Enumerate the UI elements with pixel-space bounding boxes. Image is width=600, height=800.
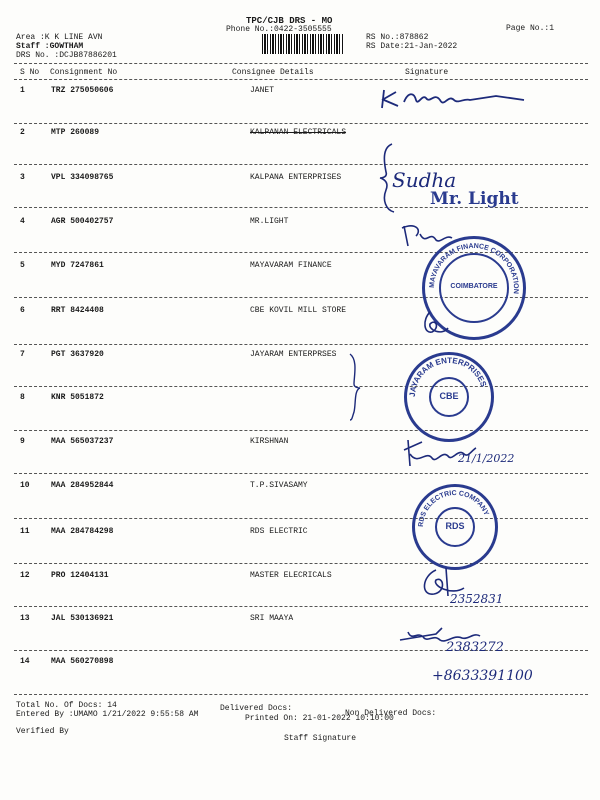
drs-number: DRS No. :DCJB87886201	[16, 51, 117, 60]
table-row	[0, 173, 600, 185]
row-consignee: MAYAVARAM FINANCE	[250, 261, 332, 270]
row-sno: 8	[20, 393, 25, 402]
row-consignment: PGT 3637920	[51, 350, 104, 359]
row-consignee: MR.LIGHT	[250, 217, 289, 226]
table-row	[0, 393, 600, 405]
column-signature: Signature	[405, 68, 449, 77]
signature-number-row14: +8633391100	[432, 668, 533, 684]
table-row	[0, 527, 600, 539]
row-sno: 7	[20, 350, 25, 359]
barcode	[262, 34, 344, 54]
footer-divider	[14, 694, 588, 695]
row-consignee: MASTER ELECRICALS	[250, 571, 332, 580]
row-consignment: MTP 260089	[51, 128, 100, 137]
row-consignee: SRI MAAYA	[250, 614, 294, 623]
row-sno: 2	[20, 128, 25, 137]
row-consignee: KIRSHNAN	[250, 437, 289, 446]
signature-row6	[420, 310, 450, 343]
signature-date-row9: 21/1/2022	[458, 452, 515, 465]
row-consignment: MAA 565037237	[51, 437, 114, 446]
mr-light-stamp: Mr. Light	[430, 189, 519, 209]
rds-stamp-center: RDS	[445, 521, 465, 531]
row-consignment: JAL 530136921	[51, 614, 114, 623]
delivered-docs: Delivered Docs:	[220, 704, 293, 713]
row-divider	[14, 473, 588, 474]
row-consignee: KALPANA ENTERPRISES	[250, 173, 342, 182]
signature-bracket-row7	[346, 352, 362, 427]
area-label: Area :K K LINE AVN	[16, 33, 103, 42]
row-consignment: PRO 12404131	[51, 571, 109, 580]
signature-number-row13: 2383272	[446, 640, 504, 655]
mayavaram-stamp-center: COIMBATORE	[450, 283, 498, 290]
row-sno: 12	[20, 571, 30, 580]
row-sno: 5	[20, 261, 25, 270]
row-consignment: AGR 500402757	[51, 217, 114, 226]
column-consignee: Consignee Details	[232, 68, 314, 77]
row-sno: 3	[20, 173, 25, 182]
row-divider	[14, 164, 588, 165]
table-row	[0, 217, 600, 229]
signature-text-row3: Sudha	[392, 168, 457, 192]
svg-text:JAYARAM ENTERPRISES: JAYARAM ENTERPRISES	[407, 355, 489, 398]
row-consignment: TRZ 275050606	[51, 86, 114, 95]
row-sno: 4	[20, 217, 25, 226]
table-row	[0, 481, 600, 493]
phone-number: Phone No.:0422-3505555	[226, 25, 332, 34]
svg-text:MAYAVARAM FINANCE CORPORATION: MAYAVARAM FINANCE CORPORATION	[428, 242, 520, 295]
rs-number: RS No.:878862	[366, 33, 429, 42]
table-row	[0, 571, 600, 583]
row-divider	[14, 563, 588, 564]
row-consignment: MAA 284784298	[51, 527, 114, 536]
row-consignee: JAYARAM ENTERPRSES	[250, 350, 337, 359]
row-consignee: KALPANAN ELECTRICALS	[250, 128, 347, 137]
table-row	[0, 437, 600, 449]
row-consignee: CBE KOVIL MILL STORE	[250, 306, 347, 315]
jayaram-enterprises-stamp	[404, 352, 494, 442]
row-sno: 1	[20, 86, 25, 95]
table-row	[0, 614, 600, 626]
row-sno: 10	[20, 481, 30, 490]
row-divider	[14, 606, 588, 607]
row-consignee: T.P.SIVASAMY	[250, 481, 308, 490]
row-sno: 6	[20, 306, 25, 315]
row-consignment: RRT 8424408	[51, 306, 104, 315]
row-divider	[14, 344, 588, 345]
staff-signature-label: Staff Signature	[284, 734, 357, 743]
jayaram-stamp-center: CBE	[439, 391, 459, 401]
row-consignment: MAA 560270898	[51, 657, 114, 666]
svg-text:RDS ELECTRIC COMPANY: RDS ELECTRIC COMPANY	[417, 489, 490, 528]
table-row	[0, 350, 600, 362]
row-consignment: VPL 334098765	[51, 173, 114, 182]
row-consignment: MYD 7247861	[51, 261, 104, 270]
document-title: TPC/CJB DRS - MO	[246, 16, 333, 26]
row-sno: 11	[20, 527, 30, 536]
column-divider	[14, 79, 588, 80]
signature-row1	[378, 86, 528, 117]
rs-date: RS Date:21-Jan-2022	[366, 42, 458, 51]
printed-on: Printed On: 21-01-2022 10:10:00	[245, 714, 394, 723]
column-consignment: Consignment No	[50, 68, 118, 77]
staff-label: Staff :GOWTHAM	[16, 42, 84, 51]
signature-number-row12: 2352831	[450, 592, 504, 606]
row-sno: 13	[20, 614, 30, 623]
row-divider	[14, 386, 588, 387]
row-consignee: JANET	[250, 86, 275, 95]
entered-by: Entered By :UMAMO 1/21/2022 9:55:58 AM	[16, 710, 199, 719]
row-consignment: KNR 5051872	[51, 393, 104, 402]
row-sno: 14	[20, 657, 30, 666]
row-divider	[14, 123, 588, 124]
row-sno: 9	[20, 437, 25, 446]
row-consignment: MAA 284952844	[51, 481, 114, 490]
non-delivered-docs: Non Delivered Docs:	[345, 709, 437, 718]
total-docs: Total No. Of Docs: 14	[16, 701, 117, 710]
table-row	[0, 128, 600, 140]
verified-by: Verified By	[16, 727, 69, 736]
row-consignee: RDS ELECTRIC	[250, 527, 308, 536]
header-divider	[14, 63, 588, 64]
column-sno: S No	[20, 68, 40, 77]
row-divider	[14, 430, 588, 431]
row-divider	[14, 518, 588, 519]
rds-electric-stamp	[412, 484, 498, 570]
page-number: Page No.:1	[506, 24, 555, 33]
